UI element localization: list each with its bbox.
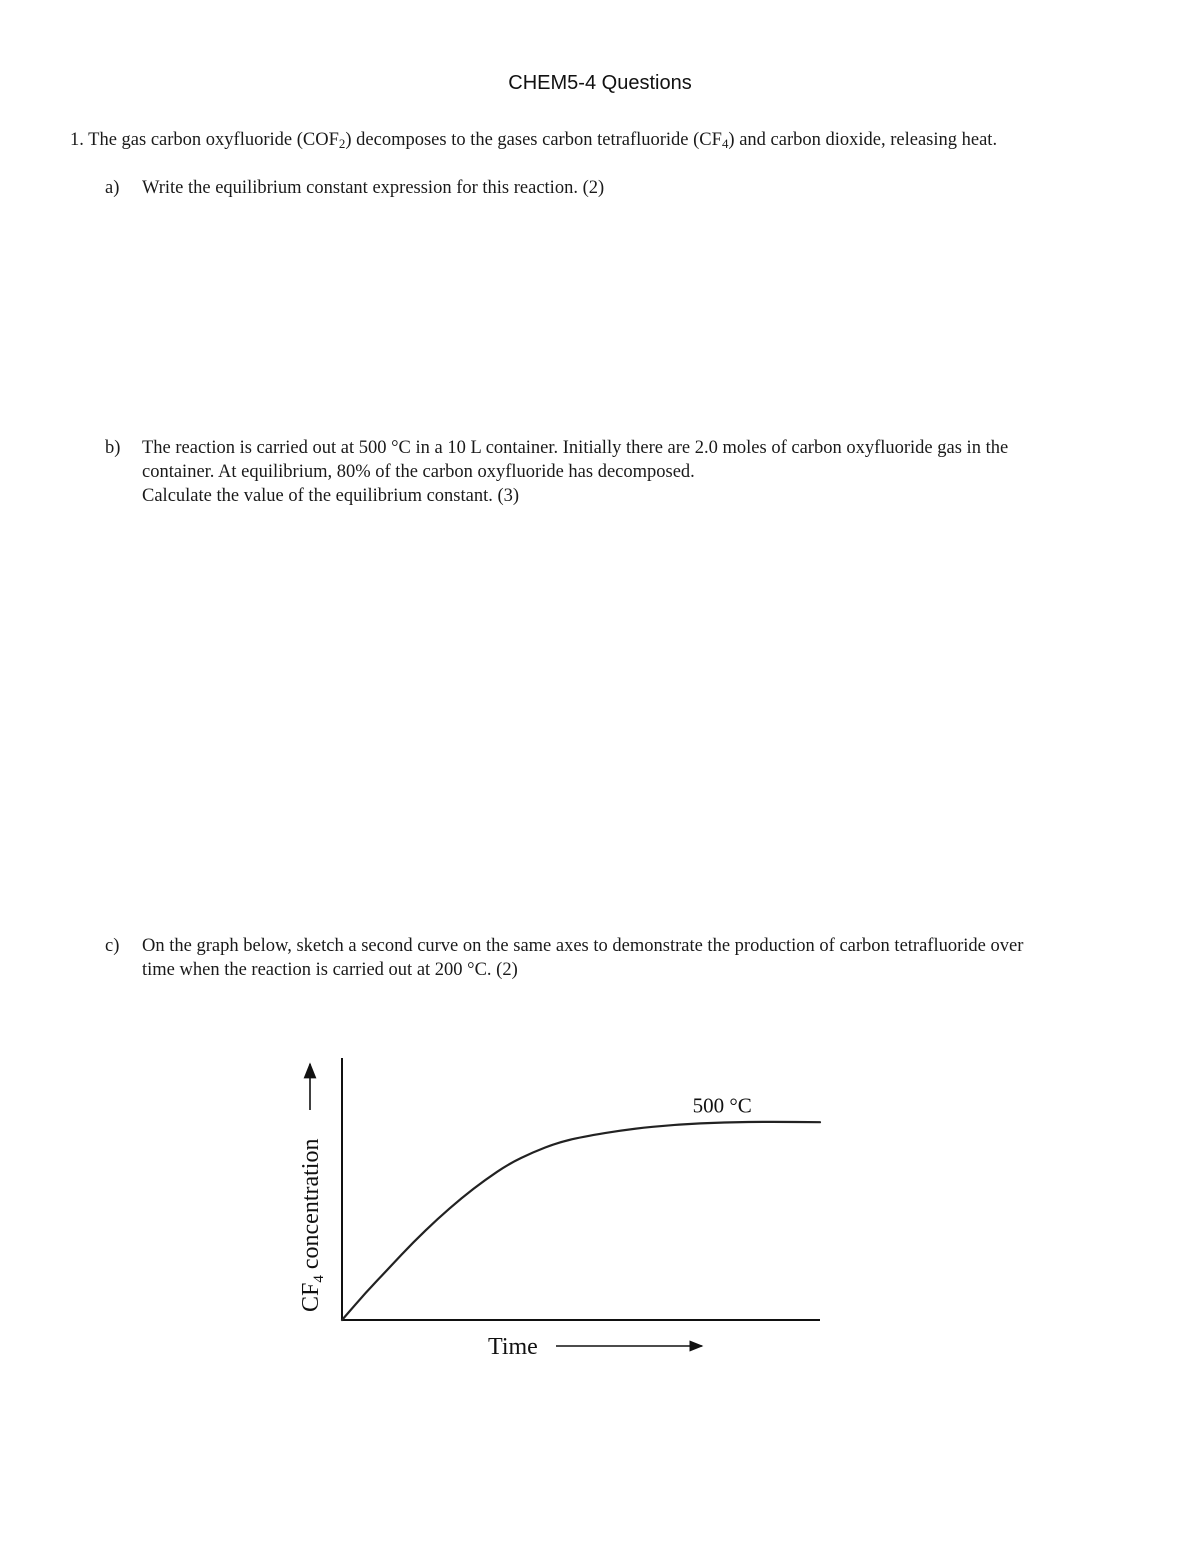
y-label-subscript: 4 bbox=[311, 1275, 327, 1283]
y-label-prefix: CF bbox=[298, 1282, 324, 1312]
stem-text-1: The gas carbon oxyfluoride (COF bbox=[88, 130, 339, 150]
part-c-line-2: time when the reaction is carried out at 200 °C. (2) bbox=[142, 960, 518, 980]
part-c-label: c) bbox=[105, 936, 120, 956]
question-number: 1. bbox=[70, 130, 84, 150]
stem-text-3: ) and carbon dioxide, releasing heat. bbox=[728, 130, 998, 150]
x-axis-label: Time bbox=[488, 1334, 538, 1360]
stem-text-2: ) decomposes to the gases carbon tetrafluoride (CF bbox=[345, 130, 722, 150]
cof2-subscript: 2 bbox=[338, 136, 346, 152]
part-b-line-2: container. At equilibrium, 80% of the carbon oxyfluoride has decomposed. bbox=[142, 462, 695, 482]
y-label-suffix: concentration bbox=[298, 1138, 324, 1276]
part-b-label: b) bbox=[105, 438, 121, 458]
question-1-stem bbox=[70, 128, 1170, 152]
cf4-subscript: 4 bbox=[721, 136, 729, 152]
part-b-line-1: The reaction is carried out at 500 °C in a 10 L container. Initially there are 2.0 moles of carbon oxyfluoride gas in the bbox=[142, 438, 1009, 458]
part-a-text: Write the equilibrium constant expression for this reaction. (2) bbox=[142, 178, 605, 198]
y-axis-label bbox=[298, 1139, 327, 1312]
curve-label-500c: 500 °C bbox=[692, 1093, 752, 1118]
part-a-label: a) bbox=[105, 178, 120, 198]
page-title: CHEM5-4 Questions bbox=[508, 72, 692, 94]
chart-svg bbox=[270, 1030, 870, 1370]
curve-500c bbox=[342, 1122, 820, 1320]
question-part-b bbox=[105, 436, 1145, 508]
question-part-a bbox=[105, 176, 1145, 200]
svg-text:CF4 concentration bbox=[298, 1139, 327, 1312]
question-part-c bbox=[105, 934, 1145, 982]
part-c-line-1: On the graph below, sketch a second curve on the same axes to demonstrate the production of carbon tetrafluoride over bbox=[142, 936, 1024, 956]
cf4-concentration-graph bbox=[270, 1030, 870, 1370]
part-b-line-3: Calculate the value of the equilibrium constant. (3) bbox=[142, 486, 520, 506]
